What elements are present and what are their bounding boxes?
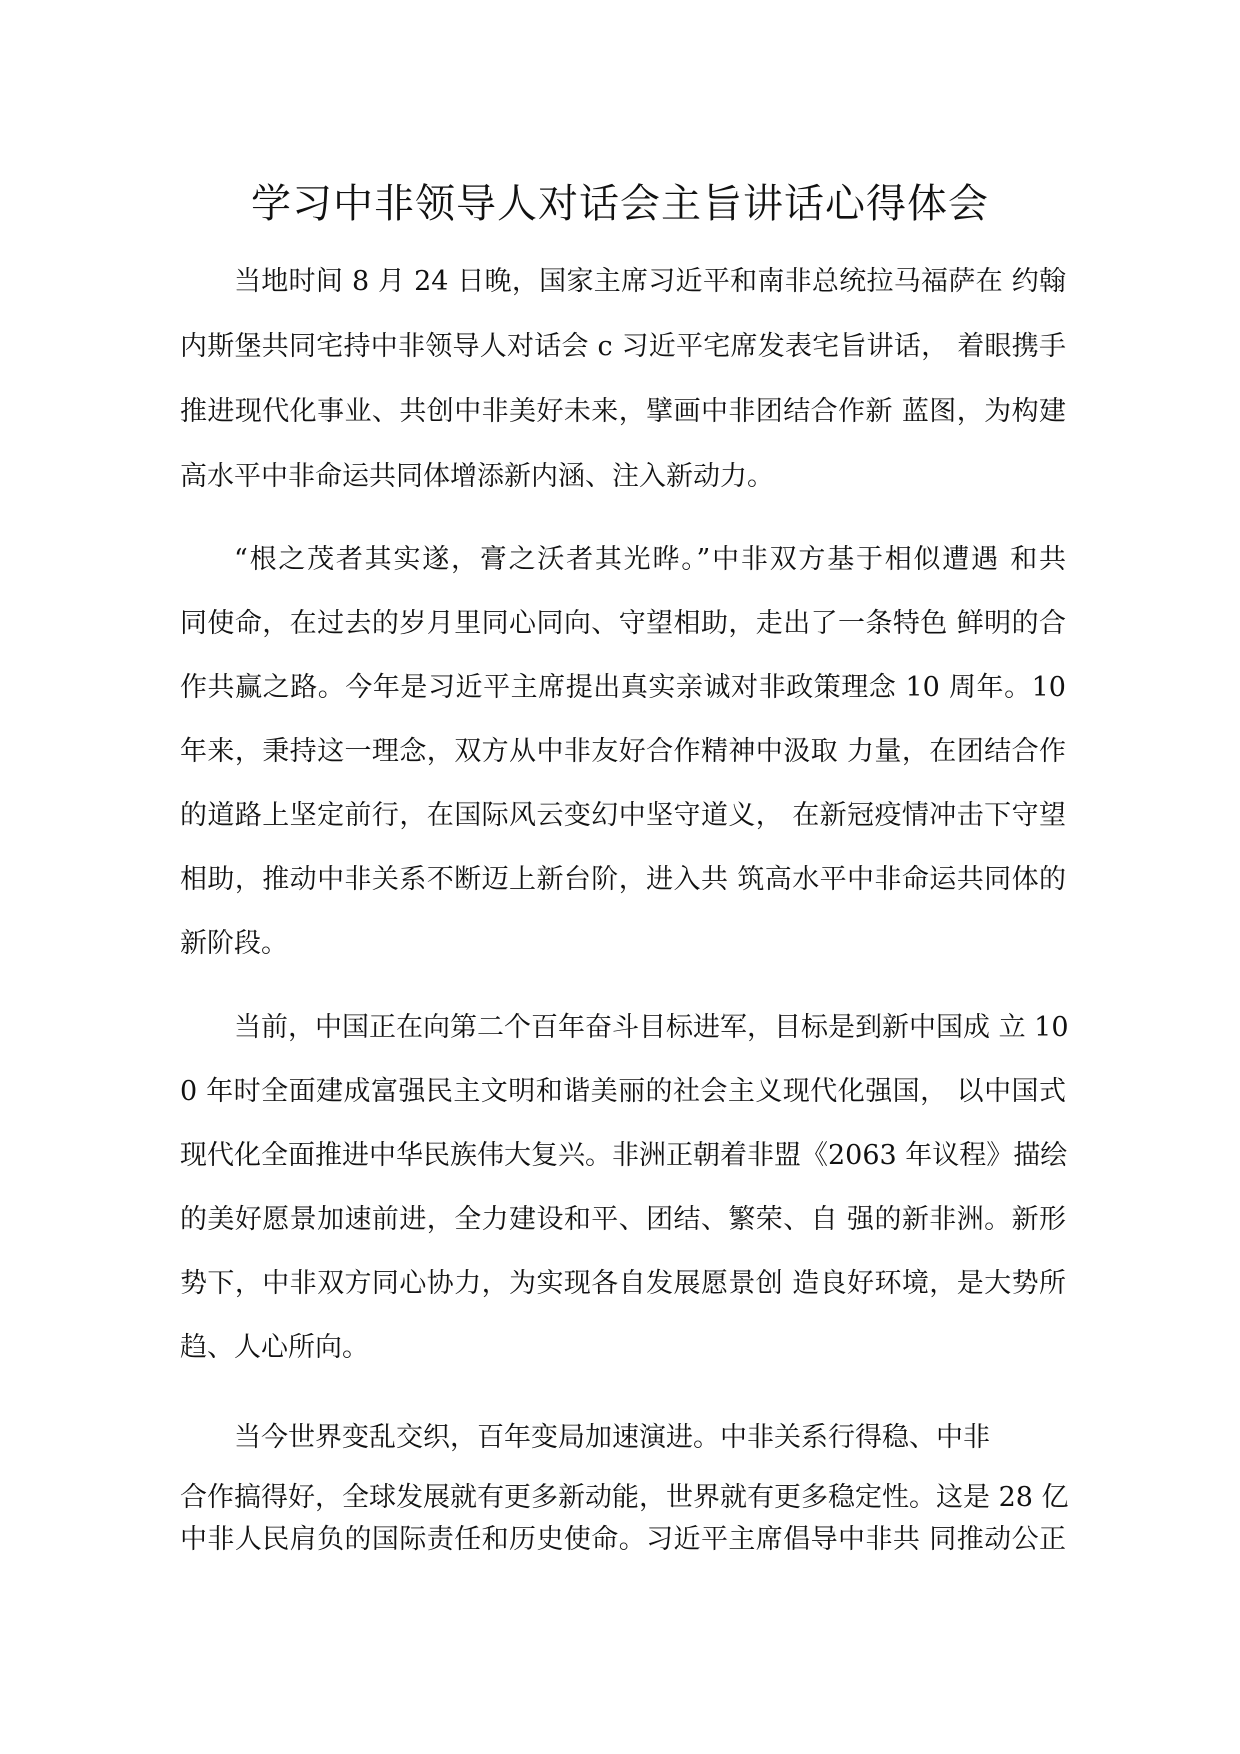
paragraph-4-line-3: 中非人民肩负的国际责任和历史使命。习近平主席倡导中非共 同推动公正 — [180, 1524, 1066, 1555]
paragraph-2-line-2: 同使命，在过去的岁月里同心同向、守望相助，走出了一条特色 鲜明的合 — [180, 608, 1066, 639]
paragraph-2-line-4: 年来，秉持这一理念，双方从中非友好合作精神中汲取 力量，在团结合作 — [180, 736, 1066, 767]
paragraph-1-line-3: 推进现代化事业、共创中非美好未来，擘画中非团结合作新 蓝图，为构建 — [180, 396, 1066, 427]
paragraph-4-line-2: 合作搞得好，全球发展就有更多新动能，世界就有更多稳定性。这是 28 亿 — [180, 1482, 1069, 1513]
paragraph-4-line-1: 当今世界变乱交织，百年变局加速演进。中非关系行得稳、中非 — [234, 1422, 990, 1453]
paragraph-3-line-3: 现代化全面推进中华民族伟大复兴。非洲正朝着非盟《2063 年议程》描绘 — [180, 1140, 1068, 1171]
paragraph-3-line-6: 趋、人心所向。 — [180, 1332, 369, 1363]
document-title: 学习中非领导人对话会主旨讲话心得体会 — [251, 181, 989, 227]
paragraph-3-line-5: 势下，中非双方同心协力，为实现各自发展愿景创 造良好环境，是大势所 — [180, 1268, 1066, 1299]
paragraph-3-line-4: 的美好愿景加速前进，全力建设和平、团结、繁荣、自 强的新非洲。新形 — [180, 1204, 1066, 1235]
paragraph-2-line-6: 相助，推动中非关系不断迈上新台阶，进入共 筑高水平中非命运共同体的 — [180, 864, 1066, 895]
paragraph-1-line-4: 高水平中非命运共同体增添新内涵、注入新动力。 — [180, 461, 774, 492]
paragraph-3-line-1: 当前，中国正在向第二个百年奋斗目标进军，目标是到新中国成 立 10 — [234, 1012, 1069, 1043]
paragraph-2-line-5: 的道路上坚定前行，在国际风云变幻中坚守道义， 在新冠疫情冲击下守望 — [180, 800, 1066, 831]
paragraph-2-line-7: 新阶段。 — [180, 928, 288, 959]
paragraph-1-line-1: 当地时间 8 月 24 日晚，国家主席习近平和南非总统拉马福萨在 约翰 — [234, 266, 1066, 297]
paragraph-1-line-2: 内斯堡共同宅持中非领导人对话会 c 习近平宅席发表宅旨讲话， 着眼携手 — [180, 331, 1066, 362]
paragraph-2-line-1: “根之茂者其实遂，膏之沃者其光晔。”中非双方基于相似遭遇 和共 — [234, 544, 1066, 575]
paragraph-3-line-2: 0 年时全面建成富强民主文明和谐美丽的社会主义现代化强国， 以中国式 — [180, 1076, 1066, 1107]
paragraph-2-line-3: 作共赢之路。今年是习近平主席提出真实亲诚对非政策理念 10 周年。10 — [180, 672, 1066, 703]
